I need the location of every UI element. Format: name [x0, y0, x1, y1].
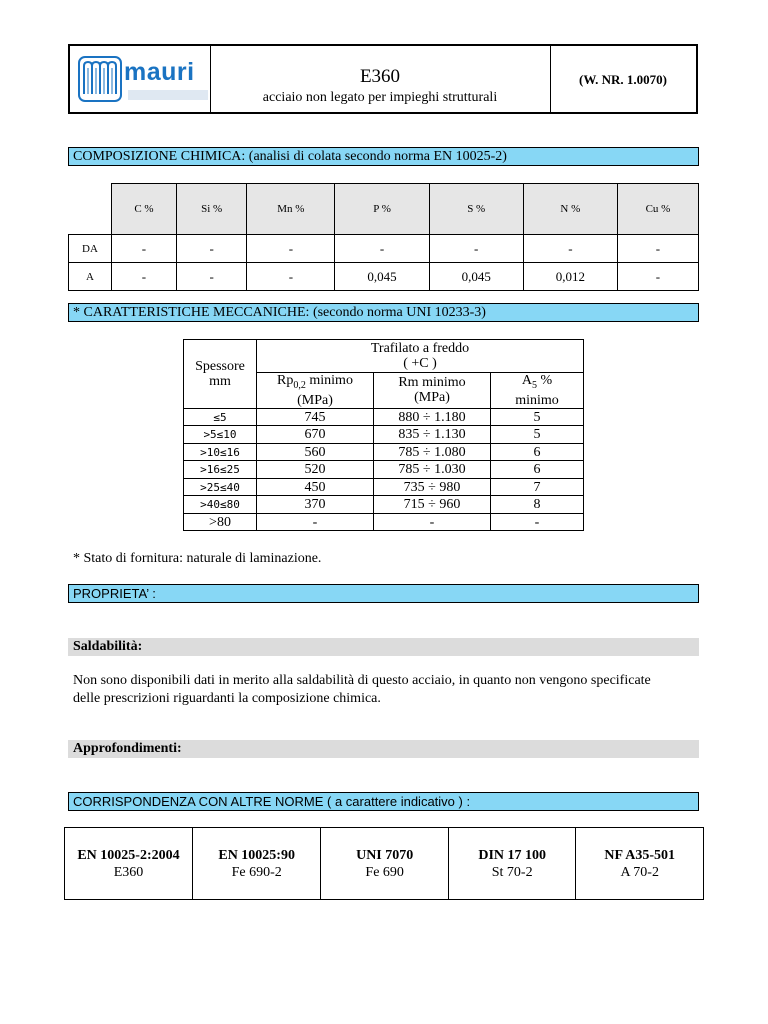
thickness-header [184, 340, 257, 409]
norm-name: EN 10025-2:2004 [77, 847, 180, 863]
table-cell: - [176, 263, 246, 291]
thickness-range: >25≤40 [184, 478, 257, 496]
a-value: 8 [491, 496, 584, 514]
norm-name: DIN 17 100 [478, 847, 546, 863]
thickness-header-line2: mm [209, 373, 231, 389]
group-header [257, 340, 584, 373]
page-title: E360 [359, 66, 401, 87]
table-row [184, 443, 584, 461]
rp-value: 745 [257, 408, 374, 426]
table-row [184, 408, 584, 426]
norm-grade: A 70-2 [620, 864, 659, 880]
thickness-range: >5≤10 [184, 426, 257, 444]
table-cell: - [617, 263, 698, 291]
chem-col-header: Cu % [617, 184, 698, 235]
table-cell: - [335, 235, 429, 263]
chem-col-header: P % [335, 184, 429, 235]
norm-name: EN 10025:90 [218, 847, 295, 863]
norm-cell [65, 828, 193, 900]
norm-name: NF A35-501 [604, 847, 676, 863]
table-row [184, 478, 584, 496]
table-row [184, 513, 584, 531]
rm-value: 785 ÷ 1.080 [374, 443, 491, 461]
chem-col-header: Mn % [247, 184, 335, 235]
mech-section-bar: * CARATTERISTICHE MECCANICHE: (secondo norma UNI 10233-3) [68, 303, 699, 322]
rm-value: 880 ÷ 1.180 [374, 408, 491, 426]
norm-cell [321, 828, 449, 900]
rp-symbol: Rp [277, 373, 294, 388]
saldabilita-text: Non sono disponibili dati in merito alla saldabilità di questo acciaio, in quanto non vengono specificate delle prescrizioni riguardanti la composizione chimica. [73, 673, 651, 706]
a-value: 6 [491, 461, 584, 479]
chem-header-row [69, 184, 699, 235]
mauri-logo-icon [78, 56, 122, 102]
rp-subscript: 0,2 [293, 379, 306, 391]
table-row [65, 828, 704, 900]
rm-value: - [374, 513, 491, 531]
a-symbol: A [521, 373, 532, 388]
rp-min-label: minimo [305, 373, 353, 388]
chem-section-bar: COMPOSIZIONE CHIMICA: (analisi di colata secondo norma EN 10025-2) [68, 147, 699, 166]
chem-col-header: S % [429, 184, 523, 235]
table-row [184, 496, 584, 514]
norm-name: UNI 7070 [356, 847, 414, 863]
mech-header-row [184, 340, 584, 373]
table-cell: - [112, 235, 177, 263]
table-row [184, 461, 584, 479]
thickness-range: ≤5 [184, 408, 257, 426]
rp-value: 560 [257, 443, 374, 461]
thickness-range: >10≤16 [184, 443, 257, 461]
table-cell: - [523, 235, 617, 263]
norms-table [64, 827, 704, 900]
wnr-cell [550, 46, 696, 112]
thickness-range: >40≤80 [184, 496, 257, 514]
document-header [68, 44, 698, 114]
mech-table [183, 339, 584, 531]
norm-cell [576, 828, 704, 900]
chem-col-header: N % [523, 184, 617, 235]
title-cell [210, 46, 551, 112]
saldabilita-heading: Saldabilità: [68, 638, 699, 656]
rm-value: 835 ÷ 1.130 [374, 426, 491, 444]
a-value: 7 [491, 478, 584, 496]
a-min-label: minimo [515, 392, 559, 408]
rp-value: 520 [257, 461, 374, 479]
rp-header [257, 373, 374, 409]
norm-grade: Fe 690 [365, 864, 404, 880]
supply-note: * Stato di fornitura: naturale di laminazione. [73, 551, 322, 566]
norm-grade: E360 [113, 864, 144, 880]
rm-header [374, 373, 491, 409]
logo-text: mauri [124, 58, 195, 86]
table-cell: - [617, 235, 698, 263]
norm-cell [192, 828, 320, 900]
rm-value: 715 ÷ 960 [374, 496, 491, 514]
werkstoff-number: (W. NR. 1.0070) [579, 72, 667, 87]
rp-value: - [257, 513, 374, 531]
norm-grade: Fe 690-2 [231, 864, 282, 880]
row-label: DA [69, 235, 112, 263]
a-value: - [491, 513, 584, 531]
thickness-range: >16≤25 [184, 461, 257, 479]
rm-value: 785 ÷ 1.030 [374, 461, 491, 479]
chem-col-header: Si % [176, 184, 246, 235]
chem-corner-cell [69, 184, 112, 235]
corrispondenza-section-bar: CORRISPONDENZA CON ALTRE NORME ( a carattere indicativo ) : [68, 792, 699, 811]
rp-value: 670 [257, 426, 374, 444]
table-cell: - [112, 263, 177, 291]
thickness-header-line1: Spessore [195, 358, 245, 374]
a-subscript: 5 [531, 379, 537, 391]
rp-value: 370 [257, 496, 374, 514]
table-cell: - [247, 263, 335, 291]
rm-value: 735 ÷ 980 [374, 478, 491, 496]
table-row [184, 426, 584, 444]
table-cell: 0,045 [335, 263, 429, 291]
table-row [69, 263, 699, 291]
proprieta-section-bar: PROPRIETA’ : [68, 584, 699, 603]
logo-cell [70, 46, 211, 112]
logo-underline [128, 90, 208, 100]
table-cell: - [429, 235, 523, 263]
mauri-logo [76, 54, 208, 104]
chem-table [68, 183, 699, 291]
thickness-range: >80 [184, 513, 257, 531]
approfondimenti-heading: Approfondimenti: [68, 740, 699, 758]
table-cell: - [247, 235, 335, 263]
table-cell: - [176, 235, 246, 263]
a-value: 5 [491, 408, 584, 426]
norm-grade: St 70-2 [491, 864, 533, 880]
chem-col-header: C % [112, 184, 177, 235]
table-cell: 0,012 [523, 263, 617, 291]
table-cell: 0,045 [429, 263, 523, 291]
table-row [69, 235, 699, 263]
rp-unit: (MPa) [297, 392, 333, 408]
a-value: 5 [491, 426, 584, 444]
a-header [491, 373, 584, 409]
page-subtitle: acciaio non legato per impieghi strutturali [262, 90, 498, 105]
rm-label: Rm minimo [398, 375, 466, 391]
group-header-line2: ( +C ) [403, 356, 437, 371]
rm-unit: (MPa) [414, 390, 450, 406]
a-unit: % [536, 373, 553, 388]
a-value: 6 [491, 443, 584, 461]
norm-cell [448, 828, 575, 900]
group-header-line1: Trafilato a freddo [370, 341, 470, 356]
row-label: A [69, 263, 112, 291]
rp-value: 450 [257, 478, 374, 496]
